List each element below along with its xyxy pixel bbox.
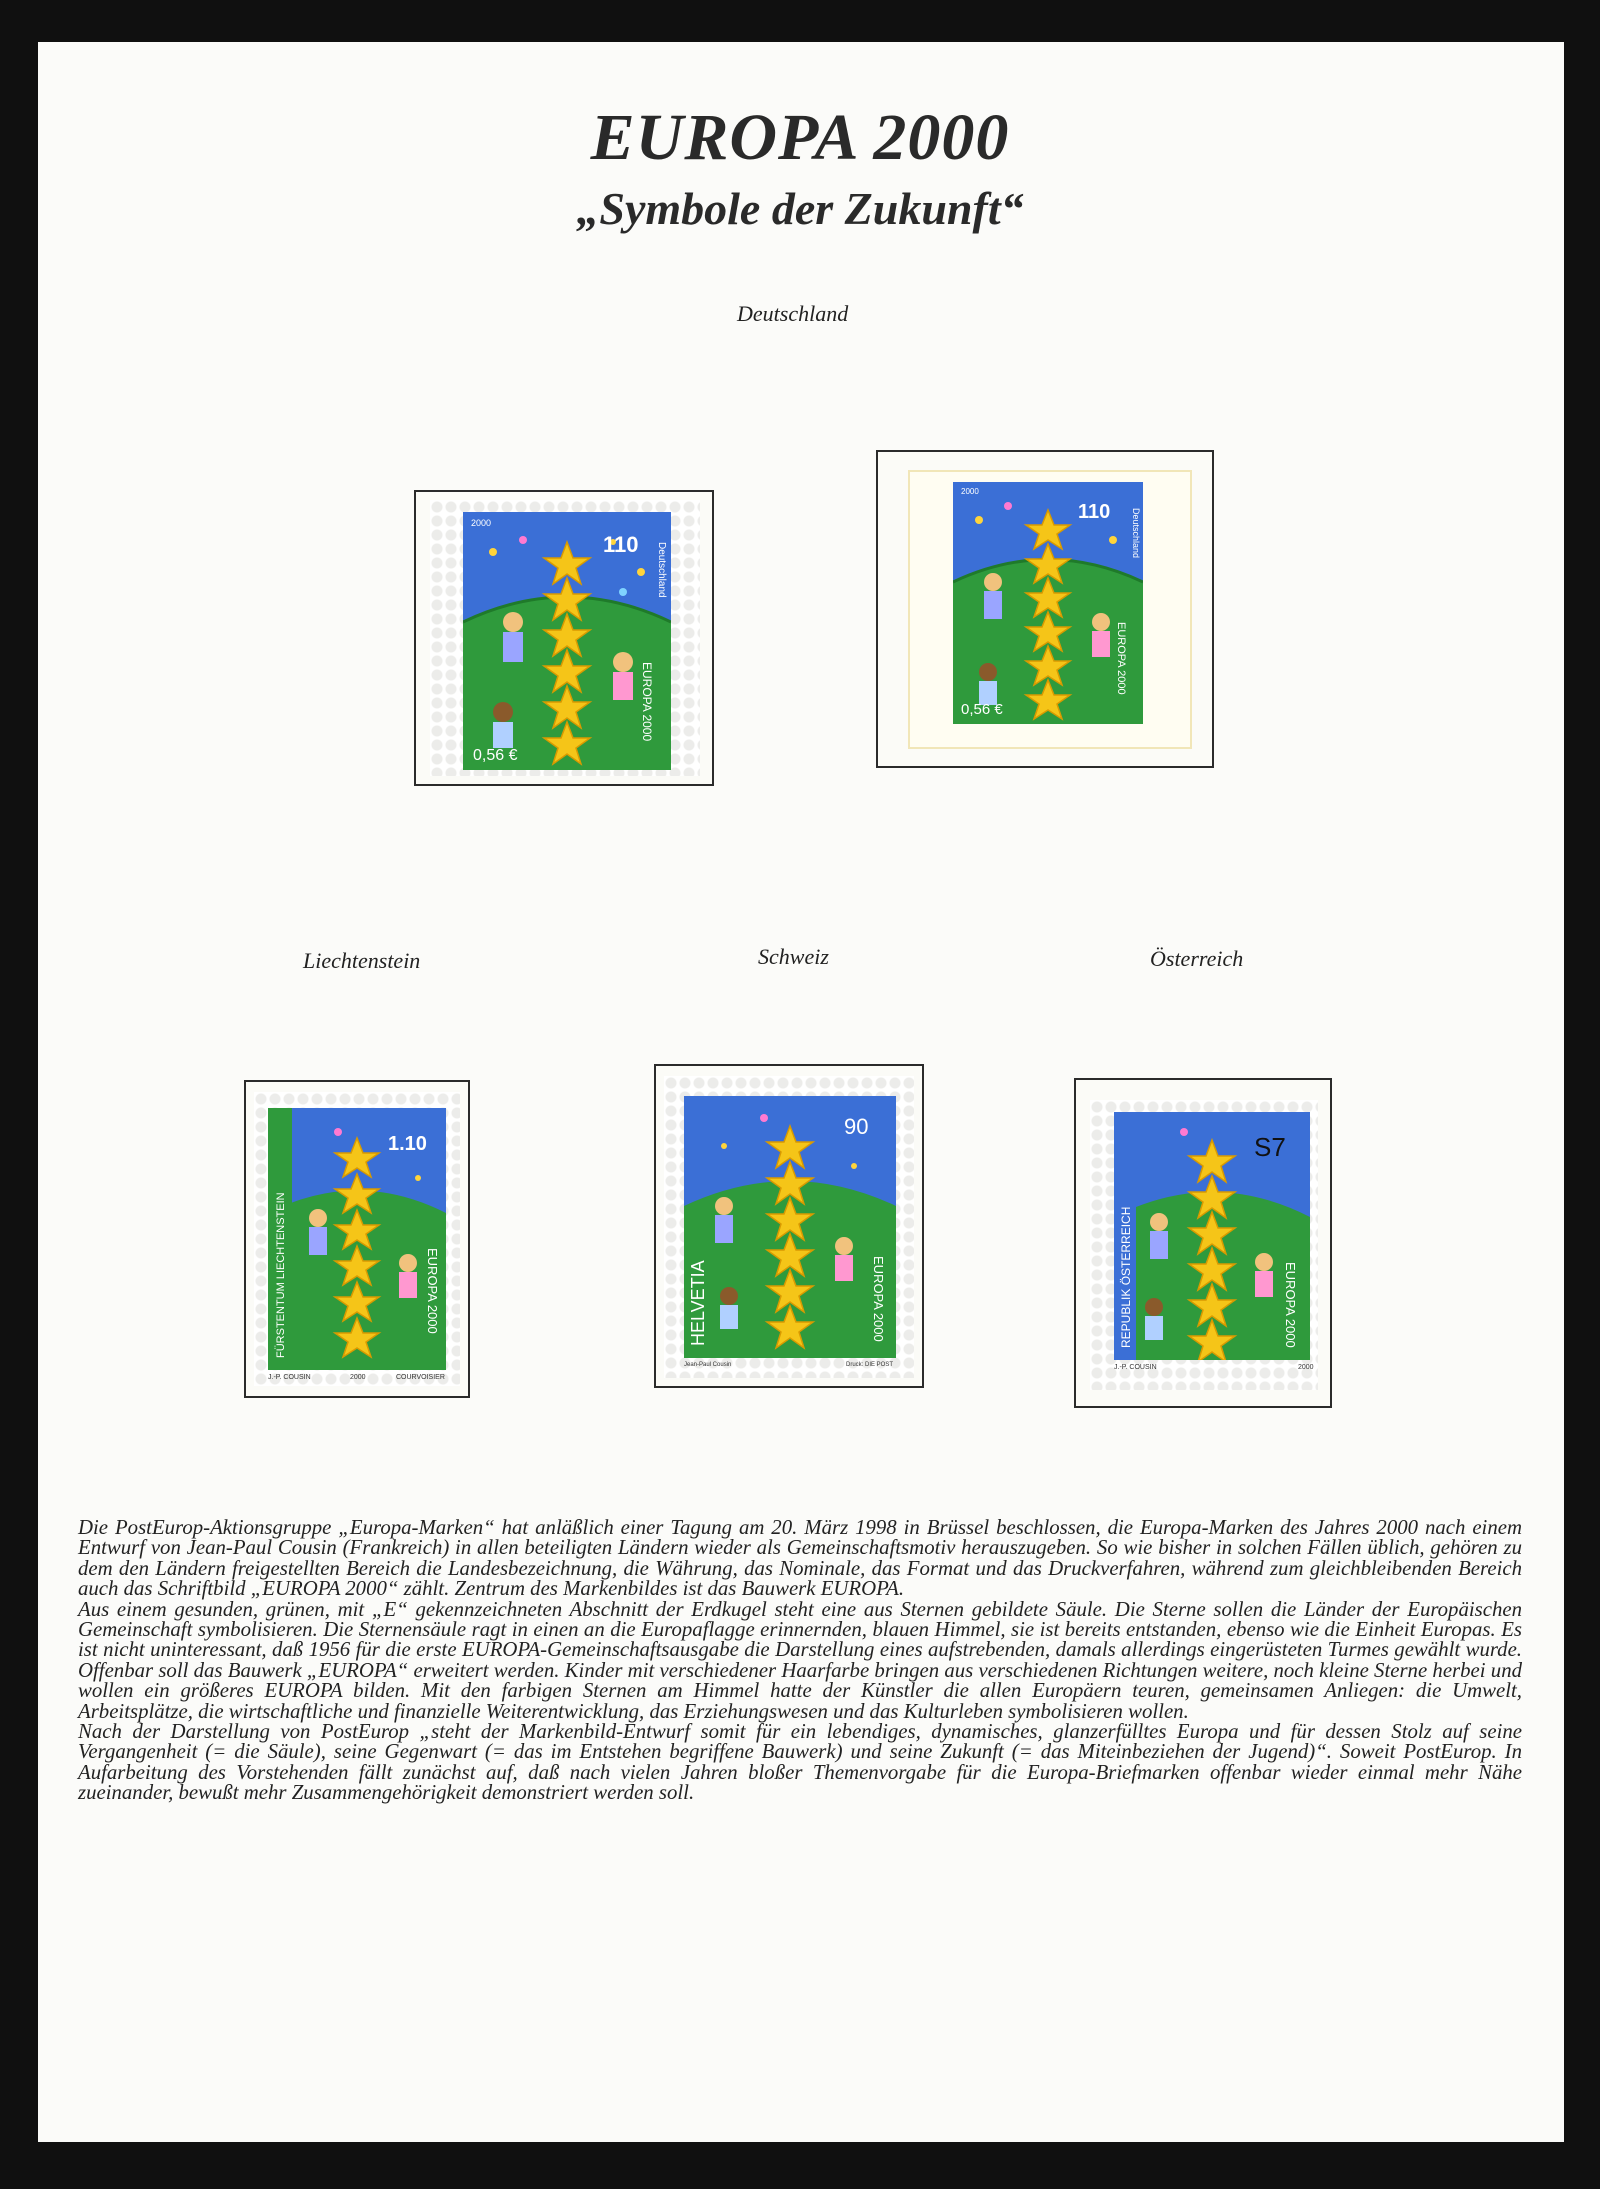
page-subtitle: „Symbole der Zukunft“ [576,183,1024,234]
stamp-value: 1.10 [388,1133,427,1155]
stamp-oesterreich[interactable] [1114,1112,1310,1360]
stamp-deutschland-1[interactable] [463,512,671,770]
stamp-artwork [463,512,671,770]
description-text [78,1518,1522,1804]
stamp-schweiz[interactable] [684,1096,896,1358]
stamp-motto: EUROPA 2000 [425,1248,440,1334]
stamp-designer: Jean-Paul Cousin [684,1362,732,1368]
stamp-artwork [953,482,1143,724]
description-paragraph: Aus einem gesunden, grünen, mit „E“ gekennzeichneten Abschnitt der Erdkugel steht eine aus Sternen gebildete Säule. Die Sterne sollen die Länder der Europäischen Gemeinschaft symbolisieren. Die Sternensäule ragt in einen an die Europaflagge erinnernden, blauen Himmel, sie ist bereits entstanden, ebenso wie die Einheit Europas. Es ist nicht uninteressant, daß 1956 für die erste EUROPA-Gemeinschaftsausgabe die Darstellung eines aufstrebenden, damals allerdings eingerüsteten Turmes gewählt wurde. Offenbar soll das Bauwerk „EUROPA“ erweitert werden. Kinder mit verschiedener Haarfarbe bringen aus verschiedenen Richtungen weitere, noch kleine Sterne herbei und wollen ein größeres EUROPA bilden. Mit den farbigen Sternen am Himmel hatte der Künstler die allen Europäern teuren, gemeinsamen Anliegen: die Umwelt, Arbeitsplätze, die wirtschaftliche und finanzielle Weiterentwicklung, das Erziehungswesen und das Kulturleben symbolisieren wollen. [78,1597,1522,1723]
stamp-country: HELVETIA [688,1260,708,1346]
stamp-artwork [268,1108,446,1370]
stamp-country: FÜRSTENTUM LIECHTENSTEIN [275,1192,287,1358]
stamp-motto: EUROPA 2000 [1283,1262,1298,1348]
stamp-artwork [684,1096,896,1358]
page-title: EUROPA 2000 [590,101,1010,174]
stamp-motto: EUROPA 2000 [1115,622,1127,695]
stamp-value: 90 [844,1114,869,1139]
stamp-mount-ch [654,1064,924,1388]
country-label-liechtenstein: Liechtenstein [303,948,421,973]
stamp-deutschland-2[interactable] [953,482,1143,724]
stamp-year: 2000 [350,1374,366,1381]
stamp-year: 2000 [961,487,979,496]
stamp-motto: EUROPA 2000 [640,662,654,742]
stamp-euro-value: 0,56 € [961,701,1003,718]
stamp-designer: J.-P. COUSIN [268,1374,311,1381]
stamp-value: S7 [1254,1132,1286,1162]
country-label-deutschland: Deutschland [737,301,849,326]
stamp-motto: EUROPA 2000 [871,1256,886,1342]
stamp-printer: Druck: DIE POST [846,1362,894,1368]
stamp-artwork [1114,1112,1310,1360]
stamp-mount-li [244,1080,470,1398]
stamp-mount-at [1074,1078,1332,1408]
stamp-year: 2000 [471,518,492,528]
stamp-euro-value: 0,56 € [473,747,518,764]
stamp-mount-de-1 [414,490,714,786]
description-paragraph: Nach der Darstellung von PostEurop „steht der Markenbild-Entwurf somit für ein lebendiges, dynamisches, glanzerfülltes Europa und für dessen Stolz auf seine Vergangenheit (= die Säule), seine Gegenwart (= das im Entstehen begriffene Bauwerk) und seine Zukunft (= das Miteinbeziehen der Jugend)“. Soweit PostEurop. In Aufarbeitung des Vorstehenden fällt zunächst auf, daß nach vielen Jahren bloßer Themenvorgabe für die Europa-Briefmarken offenbar wieder einmal mehr Nähe zueinander, bewußt mehr Zusammengehörigkeit demonstriert werden soll. [78,1720,1522,1805]
stamp-designer: J.-P. COUSIN [1114,1364,1157,1371]
stamp-country: REPUBLIK ÖSTERREICH [1119,1206,1133,1348]
stamp-country: Deutschland [1131,508,1141,559]
stamp-value: 110 [1078,501,1111,523]
country-label-schweiz: Schweiz [758,944,829,969]
stamp-country: Deutschland [656,542,667,598]
stamp-value: 110 [603,532,639,557]
stamp-year: 2000 [1298,1364,1314,1371]
country-label-oesterreich: Österreich [1150,946,1244,971]
description-paragraph: Die PostEurop-Aktionsgruppe „Europa-Marken“ hat anläßlich einer Tagung am 20. März 1998 in Brüssel beschlossen, die Europa-Marken des Jahres 2000 nach einem Entwurf von Jean-Paul Cousin (Frankreich) in allen beteiligten Ländern wieder als Gemeinschaftsmotiv herauszugeben. So wie bisher in solchen Fällen üblich, gehören zu dem den Ländern freigestellten Bereich die Landesbezeichnung, die Währung, das Nominale, das Format und das Druckverfahren, während zum gleichbleibenden Bereich auch das Schriftbild „EUROPA 2000“ zählt. Zentrum des Markenbildes ist das Bauwerk EUROPA. [78,1516,1522,1601]
stamp-mount-de-2 [876,450,1214,768]
stamp-printer: COURVOISIER [396,1374,445,1381]
stamp-liechtenstein[interactable] [268,1108,446,1370]
